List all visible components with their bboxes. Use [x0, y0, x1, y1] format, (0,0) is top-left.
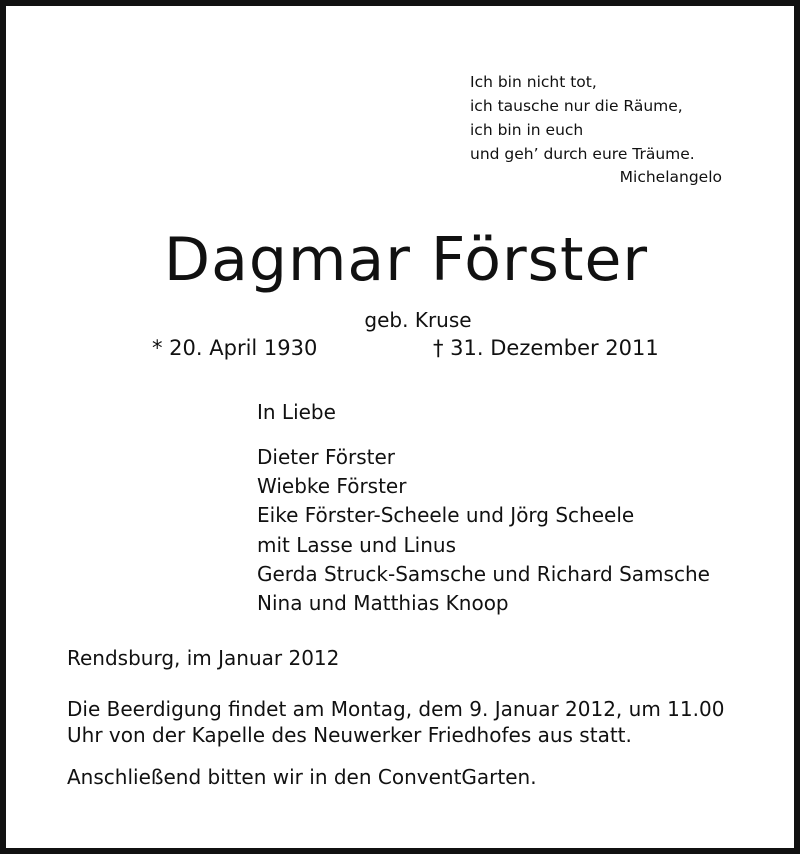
birth-name: geb. Kruse [364, 308, 472, 332]
mourner: Wiebke Förster [257, 474, 407, 499]
mourners-list [257, 443, 710, 618]
funeral-info [67, 696, 724, 748]
birth-date: * 20. April 1930 [152, 336, 318, 360]
poem-line: und geh’ durch eure Träume. [470, 145, 695, 163]
poem-line: ich tausche nur die Räume, [470, 97, 683, 115]
poem [470, 70, 695, 166]
reception-info: Anschließend bitten wir in den ConventGarten. [67, 765, 537, 789]
mourner: Gerda Struck-Samsche und Richard Samsche [257, 561, 710, 586]
poem-line: ich bin in euch [470, 121, 584, 139]
place-date: Rendsburg, im Januar 2012 [67, 646, 340, 670]
funeral-line: Uhr von der Kapelle des Neuwerker Friedhofes aus statt. [67, 723, 632, 747]
deceased-name: Dagmar Förster [163, 225, 649, 295]
mourner: Eike Förster-Scheele und Jörg Scheele [257, 503, 635, 528]
mourner: Nina und Matthias Knoop [257, 591, 509, 616]
mourner: Dieter Förster [257, 445, 396, 469]
signoff: In Liebe [257, 400, 336, 424]
death-date: † 31. Dezember 2011 [433, 336, 659, 360]
mourner: mit Lasse und Linus [257, 532, 457, 557]
poem-author: Michelangelo [619, 168, 722, 186]
funeral-line: Die Beerdigung findet am Montag, dem 9. Januar 2012, um 11.00 [67, 697, 725, 721]
poem-line: Ich bin nicht tot, [470, 73, 597, 91]
